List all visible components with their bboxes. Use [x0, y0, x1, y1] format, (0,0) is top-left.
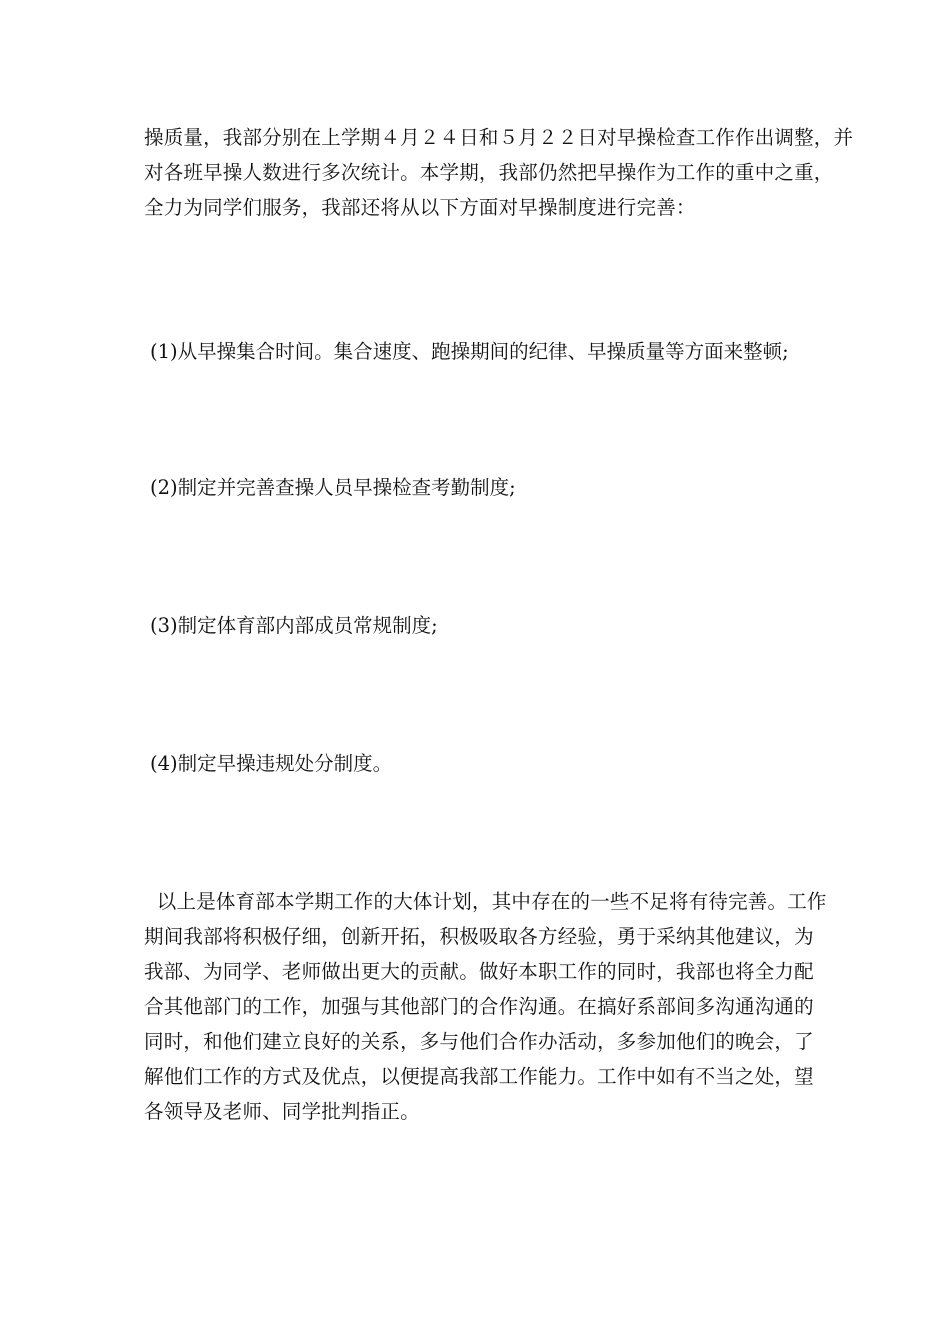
- intro-line-3: 全力为同学们服务，我部还将从以下方面对早操制度进行完善：: [144, 196, 696, 219]
- closing-line-1: 以上是体育部本学期工作的大体计划，其中存在的一些不足将有待完善。工作: [144, 890, 827, 913]
- closing-line-5: 同时，和他们建立良好的关系，多与他们合作办活动，多参加他们的晚会，了: [144, 1030, 814, 1053]
- closing-line-2: 期间我部将积极仔细，创新开拓，积极吸取各方经验，勇于采纳其他建议，为: [144, 925, 814, 948]
- list-item-3: (3)制定体育部内部成员常规制度;: [150, 614, 438, 637]
- list-item-1: (1)从早操集合时间。集合速度、跑操期间的纪律、早操质量等方面来整顿;: [150, 340, 789, 363]
- closing-line-6: 解他们工作的方式及优点，以便提高我部工作能力。工作中如有不当之处，望: [144, 1065, 814, 1088]
- list-item-2: (2)制定并完善查操人员早操检查考勤制度;: [150, 476, 516, 499]
- closing-line-3: 我部、为同学、老师做出更大的贡献。做好本职工作的同时，我部也将全力配: [144, 960, 814, 983]
- intro-paragraph: [144, 120, 854, 225]
- list-item-4: (4)制定早操违规处分制度。: [150, 752, 393, 775]
- closing-line-4: 合其他部门的工作，加强与其他部门的合作沟通。在搞好系部间多沟通沟通的: [144, 995, 814, 1018]
- closing-paragraph: [144, 884, 827, 1129]
- intro-line-1: 操质量，我部分别在上学期４月２４日和５月２２日对早操检查工作作出调整，并: [144, 126, 854, 149]
- closing-line-7: 各领导及老师、同学批判指正。: [144, 1100, 420, 1123]
- intro-line-2: 对各班早操人数进行多次统计。本学期，我部仍然把早操作为工作的重中之重，: [144, 161, 834, 184]
